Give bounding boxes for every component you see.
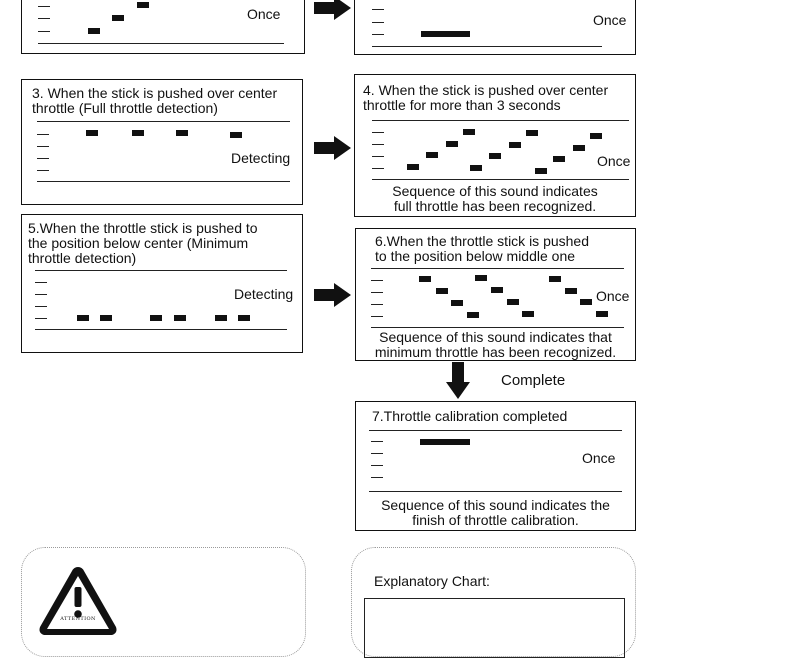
staff-line (372, 144, 384, 145)
staff-line (372, 34, 384, 35)
tone-bar (580, 299, 592, 305)
tone-bar (463, 129, 475, 135)
staff-line (371, 304, 383, 305)
tone-bar (590, 133, 602, 139)
staff-line (372, 156, 384, 157)
step-2-box (354, 0, 636, 55)
staff-line (371, 316, 383, 317)
staff-baseline (35, 329, 287, 330)
tone-bar (419, 276, 431, 282)
step-5-title: 5.When the throttle stick is pushed to the position below center (Minimum throttle detection) (28, 220, 258, 266)
tone-bar (446, 141, 458, 147)
staff-line (35, 306, 47, 307)
staff-line (37, 158, 49, 159)
tone-bar (230, 132, 242, 138)
staff-line (35, 318, 47, 319)
step-3-box (21, 79, 303, 205)
tone-bar (535, 168, 547, 174)
explanatory-chart-frame (364, 598, 625, 658)
staff-baseline (372, 179, 629, 180)
staff-line (38, 6, 50, 7)
tone-bar (436, 288, 448, 294)
tone-bar (573, 145, 585, 151)
step-7-title: 7.Throttle calibration completed (372, 408, 568, 424)
staff-line (372, 132, 384, 133)
tone-bar (553, 156, 565, 162)
tone-bar (470, 165, 482, 171)
staff-topline (369, 430, 622, 431)
staff-line (372, 22, 384, 23)
tone-bar (491, 287, 503, 293)
tone-bar (467, 312, 479, 318)
tone-bar (238, 315, 250, 321)
staff-baseline (369, 491, 622, 492)
staff-topline (35, 270, 287, 271)
staff-baseline (372, 46, 602, 47)
staff-baseline (37, 181, 290, 182)
step-7-label: Once (582, 450, 616, 466)
tone-bar (176, 130, 188, 136)
staff-topline (372, 120, 629, 121)
tone-bar (215, 315, 227, 321)
staff-line (372, 9, 384, 10)
tone-bar (565, 288, 577, 294)
step-5-label: Detecting (234, 286, 294, 302)
step-3-title: 3. When the stick is pushed over center throttle (Full throttle detection) (32, 85, 278, 116)
tone-bar (475, 275, 487, 281)
tone-bar (489, 153, 501, 159)
arrow-down-icon (446, 362, 470, 400)
staff-line (38, 31, 50, 32)
tone-bar (420, 439, 470, 445)
explanatory-title: Explanatory Chart: (374, 573, 490, 589)
step-4-title: 4. When the stick is pushed over center throttle for more than 3 seconds (363, 82, 609, 113)
staff-line (37, 134, 49, 135)
staff-line (371, 280, 383, 281)
step-3-label: Detecting (231, 150, 291, 166)
step-7-box (355, 401, 636, 531)
staff-baseline (371, 327, 624, 328)
step-5-box (21, 214, 303, 353)
step-6-caption: Sequence of this sound indicates that minimum throttle has been recognized. (374, 329, 617, 360)
step-6-box (355, 228, 636, 361)
step-2-label: Once (593, 12, 627, 28)
tone-bar (407, 164, 419, 170)
staff-topline (37, 121, 290, 122)
tone-bar (522, 311, 534, 317)
tone-bar (100, 315, 112, 321)
arrow-right-icon (314, 283, 352, 307)
staff-line (35, 294, 47, 295)
step-4-box (354, 74, 636, 217)
step-4-label: Once (597, 153, 631, 169)
tone-bar (132, 130, 144, 136)
arrow-right-icon (314, 136, 352, 160)
complete-label: Complete (501, 372, 566, 389)
tone-bar (526, 130, 538, 136)
staff-line (371, 441, 383, 442)
warning-triangle-icon (36, 563, 120, 639)
step-1-label: Once (247, 6, 281, 22)
tone-bar (77, 315, 89, 321)
staff-line (38, 18, 50, 19)
tone-bar (86, 130, 98, 136)
staff-baseline (38, 43, 284, 44)
staff-line (37, 146, 49, 147)
staff-line (35, 282, 47, 283)
staff-line (371, 477, 383, 478)
step-6-title: 6.When the throttle stick is pushed to the position below middle one (375, 233, 589, 264)
tone-bar (451, 300, 463, 306)
tone-bar (137, 2, 149, 8)
step-6-label: Once (596, 288, 630, 304)
tone-bar (596, 311, 608, 317)
arrow-right-icon (314, 0, 352, 20)
tone-bar (509, 142, 521, 148)
staff-line (371, 453, 383, 454)
tone-bar (88, 28, 100, 34)
tone-bar (549, 276, 561, 282)
step-7-caption: Sequence of this sound indicates the finish of throttle calibration. (381, 497, 610, 528)
staff-line (371, 292, 383, 293)
staff-line (37, 170, 49, 171)
tone-bar (174, 315, 186, 321)
staff-topline (371, 268, 624, 269)
tone-bar (150, 315, 162, 321)
tone-bar (421, 31, 470, 37)
tone-bar (112, 15, 124, 21)
tone-bar (507, 299, 519, 305)
step-4-caption: Sequence of this sound indicates full throttle has been recognized. (392, 183, 598, 214)
staff-line (371, 465, 383, 466)
attention-label: ATTENTION (60, 616, 96, 622)
step-1-box (21, 0, 305, 54)
tone-bar (426, 152, 438, 158)
staff-line (372, 168, 384, 169)
